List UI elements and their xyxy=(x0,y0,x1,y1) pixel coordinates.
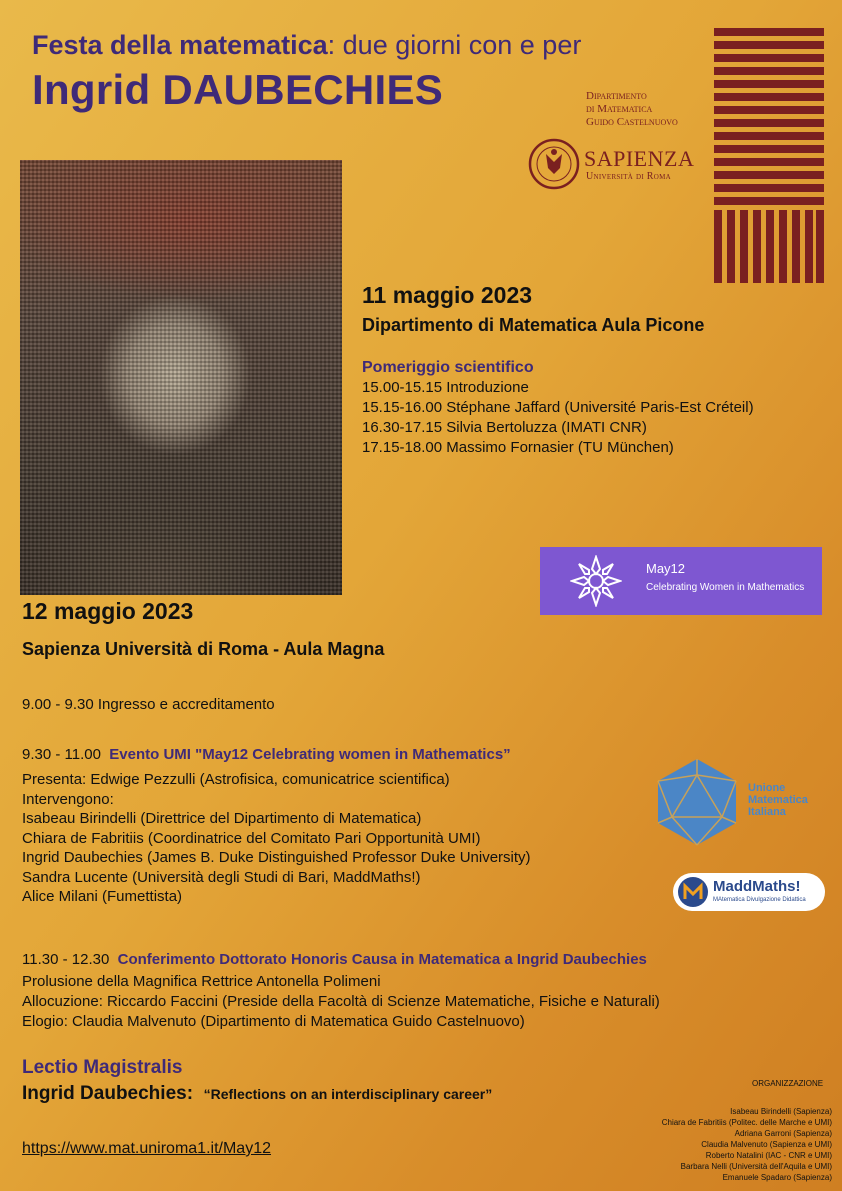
day2-location: Sapienza Università di Roma - Aula Magna xyxy=(22,639,385,659)
organizer: Chiara de Fabritiis (Politec. delle Marche e UMI) xyxy=(661,1118,832,1127)
event-title-bold: Festa della matematica xyxy=(32,30,328,60)
dept-line: Dipartimento xyxy=(586,90,647,102)
lectio-talk-title: “Reflections on an interdisciplinary career” xyxy=(203,1086,493,1102)
honoree-name: Ingrid DAUBECHIES xyxy=(32,66,444,113)
day2-entry: 9.00 - 9.30 Ingresso e accreditamento xyxy=(22,696,275,713)
umi-line: Ingrid Daubechies (James B. Duke Distinguished Professor Duke University) xyxy=(22,849,531,866)
hc-event-title: Conferimento Dottorato Honoris Causa in Matematica a Ingrid Daubechies xyxy=(117,951,647,968)
umi-event-details xyxy=(22,770,531,907)
umi-event-title: Evento UMI "May12 Celebrating women in Mathematics” xyxy=(109,746,511,763)
portrait-image xyxy=(20,160,342,595)
lectio-title: Lectio Magistralis xyxy=(22,1057,183,1078)
honoris-causa-heading xyxy=(22,951,647,968)
may12-banner xyxy=(540,547,822,615)
maddmaths-subtitle: MAtematica Divulgazione Didattica xyxy=(713,897,806,903)
may12-subtitle: Celebrating Women in Mathematics xyxy=(646,582,805,593)
maddmaths-name: MaddMaths! xyxy=(713,878,801,895)
maddmaths-m-icon xyxy=(677,876,709,908)
organizer: Adriana Garroni (Sapienza) xyxy=(734,1129,832,1138)
program-item: 17.15-18.00 Massimo Fornasier (TU München) xyxy=(362,439,674,456)
hc-line: Allocuzione: Riccardo Faccini (Preside della Facoltà di Scienze Matematiche, Fisiche e Naturali) xyxy=(22,993,660,1010)
organizers-list xyxy=(662,1106,832,1183)
honoris-causa-details xyxy=(22,972,660,1032)
may12-title: May12 xyxy=(646,561,686,576)
umi-logo-line: Unione xyxy=(748,782,786,794)
event-url-link[interactable]: https://www.mat.uniroma1.it/May12 xyxy=(22,1140,271,1157)
umi-line: Sandra Lucente (Università degli Studi di Bari, MaddMaths!) xyxy=(22,868,421,886)
maddmaths-logo xyxy=(673,873,825,911)
program-item: 15.15-16.00 Stéphane Jaffard (Université Paris-Est Créteil) xyxy=(362,399,754,416)
dept-line: Guido Castelnuovo xyxy=(586,116,678,128)
day1-location: Dipartimento di Matematica Aula Picone xyxy=(362,315,705,335)
organizer: Claudia Malvenuto (Sapienza e UMI) xyxy=(701,1140,832,1149)
dept-line: di Matematica xyxy=(586,103,653,115)
event-title-rest: : due giorni con e per xyxy=(327,30,582,60)
umi-line: Isabeau Birindelli (Direttrice del Dipartimento di Matematica) xyxy=(22,810,422,827)
hc-line: Prolusione della Magnifica Rettrice Antonella Polimeni xyxy=(22,973,381,990)
umi-event-heading xyxy=(22,746,511,763)
day2-date: 12 maggio 2023 xyxy=(22,598,194,624)
sapienza-subtitle: Università di Roma xyxy=(586,171,671,182)
day1-session-title: Pomeriggio scientifico xyxy=(362,359,534,376)
hc-line: Elogio: Claudia Malvenuto (Dipartimento di Matematica Guido Castelnuovo) xyxy=(22,1013,525,1030)
lectio-speaker: Ingrid Daubechies: xyxy=(22,1083,194,1104)
umi-line: Chiara de Fabritiis (Coordinatrice del Comitato Pari Opportunità UMI) xyxy=(22,829,481,847)
organizer: Roberto Natalini (IAC - CNR e UMI) xyxy=(705,1151,832,1160)
sapienza-seal-icon xyxy=(528,138,580,190)
day1-date: 11 maggio 2023 xyxy=(362,282,533,308)
lectio-speaker-line xyxy=(22,1083,492,1105)
organizers-title: ORGANIZZAZIONE xyxy=(752,1079,824,1088)
umi-logo-text xyxy=(748,782,808,818)
umi-time: 9.30 - 11.00 xyxy=(22,746,101,763)
organizer: Emanuele Spadaro (Sapienza) xyxy=(722,1173,832,1182)
department-logo-text xyxy=(586,90,678,129)
day1-program xyxy=(362,378,754,458)
umi-logo-line: Matematica xyxy=(748,794,808,806)
sapienza-name: SAPIENZA xyxy=(584,146,695,171)
umi-line: Intervengono: xyxy=(22,790,114,808)
program-item: 16.30-17.15 Silvia Bertoluzza (IMATI CNR) xyxy=(362,419,647,436)
event-title xyxy=(32,30,581,61)
department-bars-logo xyxy=(714,28,824,283)
organizer: Isabeau Birindelli (Sapienza) xyxy=(730,1107,832,1116)
umi-line: Alice Milani (Fumettista) xyxy=(22,888,183,905)
may12-flower-icon xyxy=(570,555,622,607)
hc-time: 11.30 - 12.30 xyxy=(22,951,110,968)
organizer: Barbara Nelli (Università dell'Aquila e UMI) xyxy=(680,1162,832,1171)
umi-logo-line: Italiana xyxy=(748,806,786,818)
umi-line: Presenta: Edwige Pezzulli (Astrofisica, comunicatrice scientifica) xyxy=(22,771,450,788)
program-item: 15.00-15.15 Introduzione xyxy=(362,379,529,396)
umi-icosahedron-icon xyxy=(652,757,742,847)
